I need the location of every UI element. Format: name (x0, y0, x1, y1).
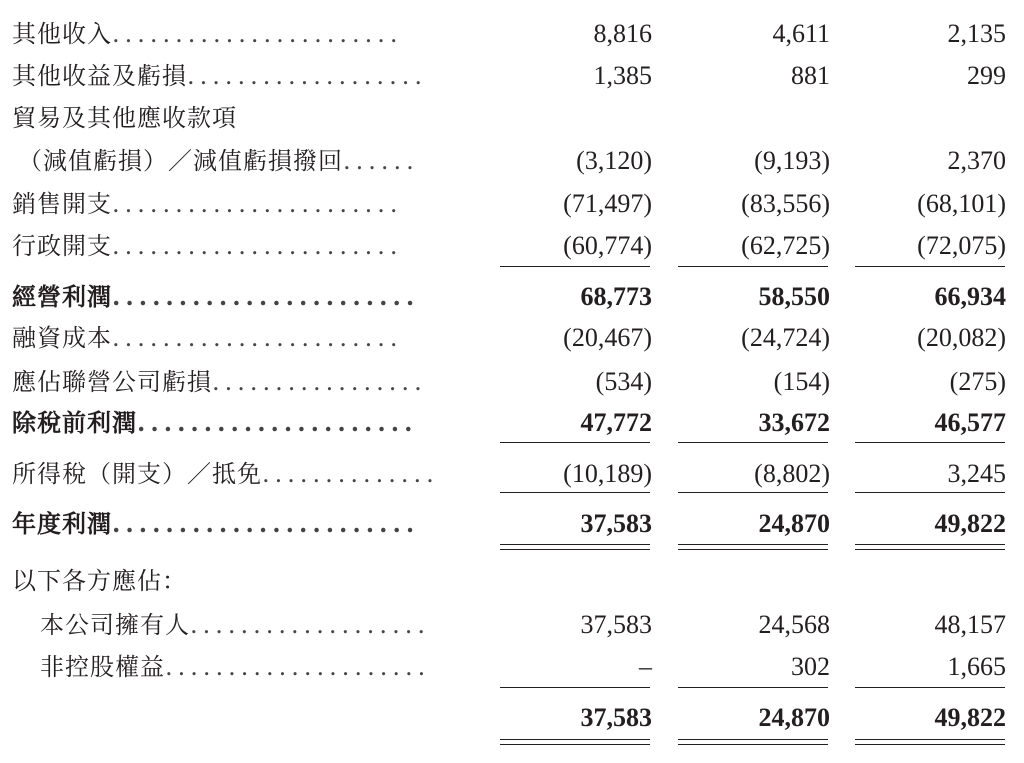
value-col2: 24,870 (758, 703, 830, 732)
row-label: 除稅前利潤..................... (12, 408, 418, 437)
table-row (0, 318, 1024, 358)
row-label: 銷售開支....................... (12, 190, 403, 218)
total-rule (855, 739, 1005, 740)
row-label: （減值虧損）／減值虧損撥回...... (18, 147, 419, 175)
value-col1: 47,772 (580, 408, 652, 437)
subtotal-rule (678, 687, 828, 688)
row-label: 年度利潤....................... (12, 509, 420, 538)
table-row (0, 647, 1024, 687)
subtotal-rule (855, 687, 1005, 688)
row-label (12, 698, 472, 738)
table-row (0, 698, 1024, 738)
value-col1: 8,816 (593, 19, 652, 48)
subtotal-rule (500, 442, 650, 443)
row-label: 所得稅（開支）／抵免.............. (12, 460, 439, 488)
value-col2: (24,724) (741, 323, 830, 352)
value-col1: (71,497) (563, 189, 652, 218)
value-col2 (660, 561, 830, 601)
value-col2: 302 (791, 652, 830, 681)
value-col1: 1,385 (593, 61, 652, 90)
value-col1: 37,583 (580, 610, 652, 639)
row-label: 以下各方應佔： (12, 567, 187, 595)
row-label: 融資成本....................... (12, 324, 403, 352)
value-col1: (534) (595, 367, 652, 396)
value-col2: 24,870 (758, 509, 830, 538)
value-col2: 58,550 (758, 282, 830, 311)
total-rule (500, 739, 650, 740)
table-row (0, 504, 1024, 544)
table-row (0, 605, 1024, 645)
value-col3: 46,577 (934, 408, 1006, 437)
row-label: 經營利潤....................... (12, 282, 420, 311)
value-col1: 37,583 (580, 703, 652, 732)
total-rule (678, 744, 828, 745)
subtotal-rule (855, 266, 1005, 267)
value-col3: 2,370 (947, 146, 1006, 175)
total-rule (855, 744, 1005, 745)
value-col1: 68,773 (580, 282, 652, 311)
value-col1 (482, 98, 652, 138)
value-col1: (20,467) (563, 323, 652, 352)
subtotal-rule (855, 492, 1005, 493)
table-row (0, 561, 1024, 601)
value-col3: 48,157 (934, 610, 1006, 639)
value-col3: 66,934 (934, 282, 1006, 311)
row-label: 貿易及其他應收款項 (12, 104, 237, 132)
value-col2: (9,193) (754, 146, 830, 175)
value-col3: 49,822 (934, 509, 1006, 538)
value-col3: (275) (949, 367, 1006, 396)
total-rule (678, 739, 828, 740)
row-label: 非控股權益..................... (40, 653, 431, 681)
total-rule (855, 549, 1005, 550)
value-col3: 1,665 (947, 652, 1006, 681)
subtotal-rule (500, 266, 650, 267)
value-col1: (10,189) (563, 459, 652, 488)
subtotal-rule (678, 442, 828, 443)
value-col3: 2,135 (947, 19, 1006, 48)
subtotal-rule (500, 687, 650, 688)
row-label: 本公司擁有人................... (40, 611, 430, 639)
row-label: 行政開支....................... (12, 232, 403, 260)
table-row (0, 277, 1024, 317)
subtotal-rule (678, 266, 828, 267)
total-rule (500, 744, 650, 745)
table-row (0, 226, 1024, 266)
value-col2 (660, 98, 830, 138)
value-col2: (154) (773, 367, 830, 396)
value-col3: 49,822 (934, 703, 1006, 732)
row-label: 其他收益及虧損................... (12, 62, 427, 90)
row-label: 其他收入....................... (12, 20, 403, 48)
total-rule (500, 544, 650, 545)
value-col2: 24,568 (758, 610, 830, 639)
value-col2: 881 (791, 61, 830, 90)
value-col2: (8,802) (754, 459, 830, 488)
subtotal-rule (855, 442, 1005, 443)
value-col1: – (639, 652, 652, 681)
value-col3: (68,101) (917, 189, 1006, 218)
value-col2: 33,672 (758, 408, 830, 437)
value-col3: (72,075) (917, 231, 1006, 260)
total-rule (678, 544, 828, 545)
value-col3 (836, 98, 1006, 138)
value-col1 (482, 561, 652, 601)
value-col3: (20,082) (917, 323, 1006, 352)
value-col2: 4,611 (772, 19, 830, 48)
value-col1: (60,774) (563, 231, 652, 260)
table-row (0, 141, 1024, 181)
subtotal-rule (678, 492, 828, 493)
value-col3 (836, 561, 1006, 601)
total-rule (678, 549, 828, 550)
value-col2: (62,725) (741, 231, 830, 260)
table-row (0, 454, 1024, 494)
table-row (0, 14, 1024, 54)
table-row (0, 56, 1024, 96)
subtotal-rule (500, 492, 650, 493)
value-col1: (3,120) (576, 146, 652, 175)
value-col1: 37,583 (580, 509, 652, 538)
value-col2: (83,556) (741, 189, 830, 218)
table-row (0, 98, 1024, 138)
value-col3: 299 (967, 61, 1006, 90)
row-label: 應佔聯營公司虧損................. (12, 368, 427, 396)
total-rule (500, 549, 650, 550)
value-col3: 3,245 (947, 459, 1006, 488)
table-row (0, 362, 1024, 402)
table-row (0, 403, 1024, 443)
total-rule (855, 544, 1005, 545)
table-row (0, 184, 1024, 224)
